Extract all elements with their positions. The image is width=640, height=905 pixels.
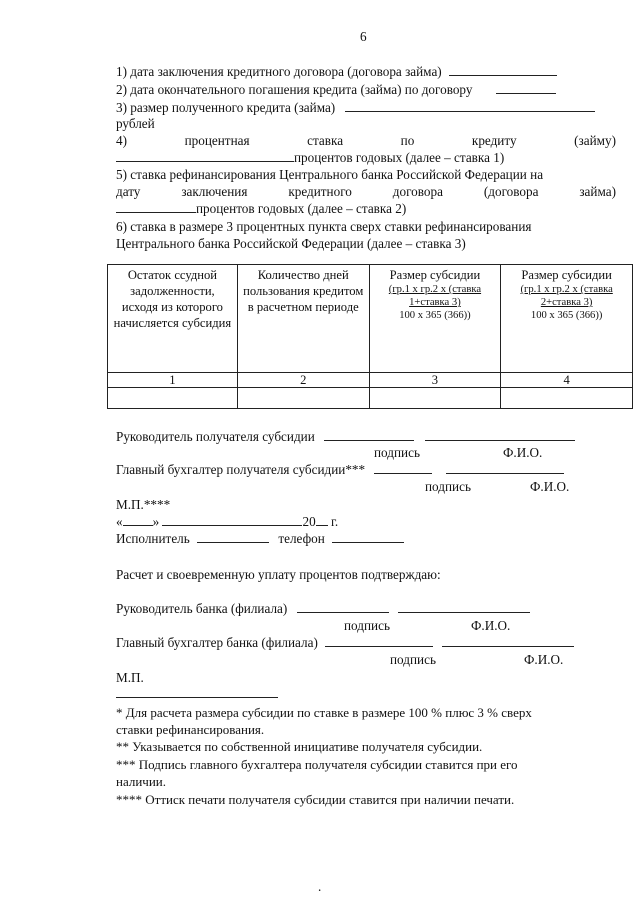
- table-cell[interactable]: [108, 388, 238, 409]
- footnote-1-line2: ставки рефинансирования.: [116, 722, 265, 737]
- item-3-text: 3) размер полученного кредита (займа): [116, 100, 336, 115]
- stamp-label: М.П.****: [116, 497, 171, 512]
- formula: [373, 283, 498, 322]
- date-quote-close: »: [152, 514, 160, 529]
- name-caption: Ф.И.О.: [524, 652, 564, 667]
- table-header-cell: [501, 265, 633, 373]
- footnote-4: **** Оттиск печати получателя субсидии ставится при наличии печати.: [116, 792, 515, 807]
- item-4-word: 4): [116, 133, 127, 148]
- subsidy-table: [107, 264, 633, 409]
- item-5-blank[interactable]: [116, 201, 196, 213]
- signature-caption: подпись: [374, 445, 420, 460]
- column-number: 1: [108, 373, 238, 388]
- phone-label: телефон: [278, 531, 325, 546]
- item-5-word: (договора: [483, 184, 539, 199]
- footnote-2: ** Указывается по собственной инициативе получателя субсидии.: [116, 739, 483, 754]
- table-cell[interactable]: [237, 388, 369, 409]
- header-text: Количество дней пользования кредитом в расчетном периоде: [243, 268, 364, 314]
- name-caption: Ф.И.О.: [471, 618, 511, 633]
- year-prefix: 20: [302, 514, 316, 529]
- item-4-word: кредиту: [471, 133, 517, 148]
- date-quote-open: «: [116, 514, 123, 529]
- bottom-mark: .: [318, 879, 322, 894]
- table-header-cell: [108, 265, 238, 373]
- item-2-text: 2) дата окончательного погашения кредита (займа) по договору: [116, 82, 473, 97]
- executor-label: Исполнитель: [116, 531, 190, 546]
- head-recipient-label: Руководитель получателя субсидии: [116, 429, 315, 444]
- head-recipient-name-field[interactable]: [425, 429, 575, 441]
- footnote-3-line1: *** Подпись главного бухгалтера получателя субсидии ставится при его: [116, 757, 518, 772]
- item-2: [116, 81, 556, 98]
- head-bank-line: [116, 600, 530, 617]
- item-4-word: (займу): [574, 133, 616, 148]
- item-3: [116, 99, 595, 116]
- item-5-word: заключения: [181, 184, 248, 199]
- head-bank-label: Руководитель банка (филиала): [116, 601, 288, 616]
- accountant-recipient-name-field[interactable]: [446, 462, 564, 474]
- table-cell[interactable]: [501, 388, 633, 409]
- table-cell[interactable]: [369, 388, 501, 409]
- table-number-row: [108, 373, 633, 388]
- table-header-cell: [237, 265, 369, 373]
- head-bank-name-field[interactable]: [398, 601, 530, 613]
- item-5-line3: [116, 200, 406, 217]
- page-number: 6: [360, 29, 367, 44]
- accountant-bank-name-field[interactable]: [442, 635, 574, 647]
- item-4-word: ставка: [307, 133, 344, 148]
- date-line: [116, 513, 338, 530]
- item-5-line2: [116, 183, 616, 200]
- item-5-word: дату: [116, 184, 141, 199]
- executor-field[interactable]: [197, 531, 269, 543]
- bank-stamp-label: М.П.: [116, 670, 144, 685]
- name-caption: Ф.И.О.: [530, 479, 570, 494]
- footnote-3-line2: наличии.: [116, 774, 166, 789]
- footnote-1-line1: * Для расчета размера субсидии по ставке в размере 100 % плюс 3 % сверх: [116, 705, 532, 720]
- year-suffix: г.: [330, 514, 339, 529]
- accountant-recipient-line: [116, 461, 564, 478]
- item-4-word: по: [400, 133, 415, 148]
- item-6-line2: Центрального банка Российской Федерации (далее – ставка 3): [116, 236, 466, 251]
- phone-field[interactable]: [332, 531, 404, 543]
- item-5-line1: 5) ставка рефинансирования Центрального банка Российской Федерации на: [116, 167, 544, 182]
- month-field[interactable]: [162, 514, 302, 526]
- formula-numerator: (гр.1 х гр.2 х (ставка 1+ставка 3): [388, 284, 482, 308]
- table-row: [108, 388, 633, 409]
- item-1: [116, 63, 557, 80]
- accountant-bank-signature-field[interactable]: [325, 635, 433, 647]
- header-text: Размер субсидии: [389, 268, 481, 282]
- accountant-recipient-signature-field[interactable]: [374, 462, 432, 474]
- column-number: 3: [369, 373, 501, 388]
- year-field[interactable]: [316, 514, 328, 526]
- signature-caption: подпись: [390, 652, 436, 667]
- item-5-word: кредитного: [288, 184, 352, 199]
- item-4-line: [116, 132, 616, 149]
- formula-denominator: 100 х 365 (366)): [399, 310, 471, 321]
- executor-line: [116, 530, 404, 547]
- column-number: 4: [501, 373, 633, 388]
- accountant-bank-line: [116, 634, 574, 651]
- day-field[interactable]: [123, 514, 153, 526]
- item-5-tail: процентов годовых (далее – ставка 2): [196, 201, 407, 216]
- signature-caption: подпись: [344, 618, 390, 633]
- item-2-blank[interactable]: [496, 82, 556, 94]
- item-4-blank[interactable]: [116, 150, 294, 162]
- table-header-cell: [369, 265, 501, 373]
- item-5-word: займа): [579, 184, 616, 199]
- formula-denominator: 100 х 365 (366)): [530, 310, 603, 321]
- name-caption: Ф.И.О.: [503, 445, 543, 460]
- head-bank-signature-field[interactable]: [297, 601, 389, 613]
- head-recipient-signature-field[interactable]: [324, 429, 414, 441]
- item-4-line2: [116, 149, 504, 166]
- confirm-text: Расчет и своевременную уплату процентов подтверждаю:: [116, 567, 441, 582]
- head-recipient-line: [116, 428, 575, 445]
- formula-numerator: (гр.1 х гр.2 х (ставка 2+ставка 3): [520, 284, 613, 308]
- formula: [504, 283, 629, 322]
- item-1-text: 1) дата заключения кредитного договора (договора займа): [116, 64, 442, 79]
- item-3-blank[interactable]: [345, 100, 595, 112]
- column-number: 2: [237, 373, 369, 388]
- accountant-bank-label: Главный бухгалтер банка (филиала): [116, 635, 318, 650]
- header-text: Размер субсидии: [521, 268, 612, 282]
- table-header-row: [108, 265, 633, 373]
- footnote-separator: [116, 697, 278, 698]
- item-4-word: процентная: [184, 133, 250, 148]
- item-4-tail: процентов годовых (далее – ставка 1): [294, 150, 505, 165]
- accountant-recipient-label: Главный бухгалтер получателя субсидии***: [116, 462, 366, 477]
- header-text: Остаток ссудной задолженности, исходя из которого начисляется субсидия: [113, 268, 232, 330]
- item-1-blank[interactable]: [449, 64, 557, 76]
- item-3-units: рублей: [116, 116, 155, 131]
- item-6-line1: 6) ставка в размере 3 процентных пункта сверх ставки рефинансирования: [116, 219, 532, 234]
- item-5-word: договора: [392, 184, 443, 199]
- signature-caption: подпись: [425, 479, 471, 494]
